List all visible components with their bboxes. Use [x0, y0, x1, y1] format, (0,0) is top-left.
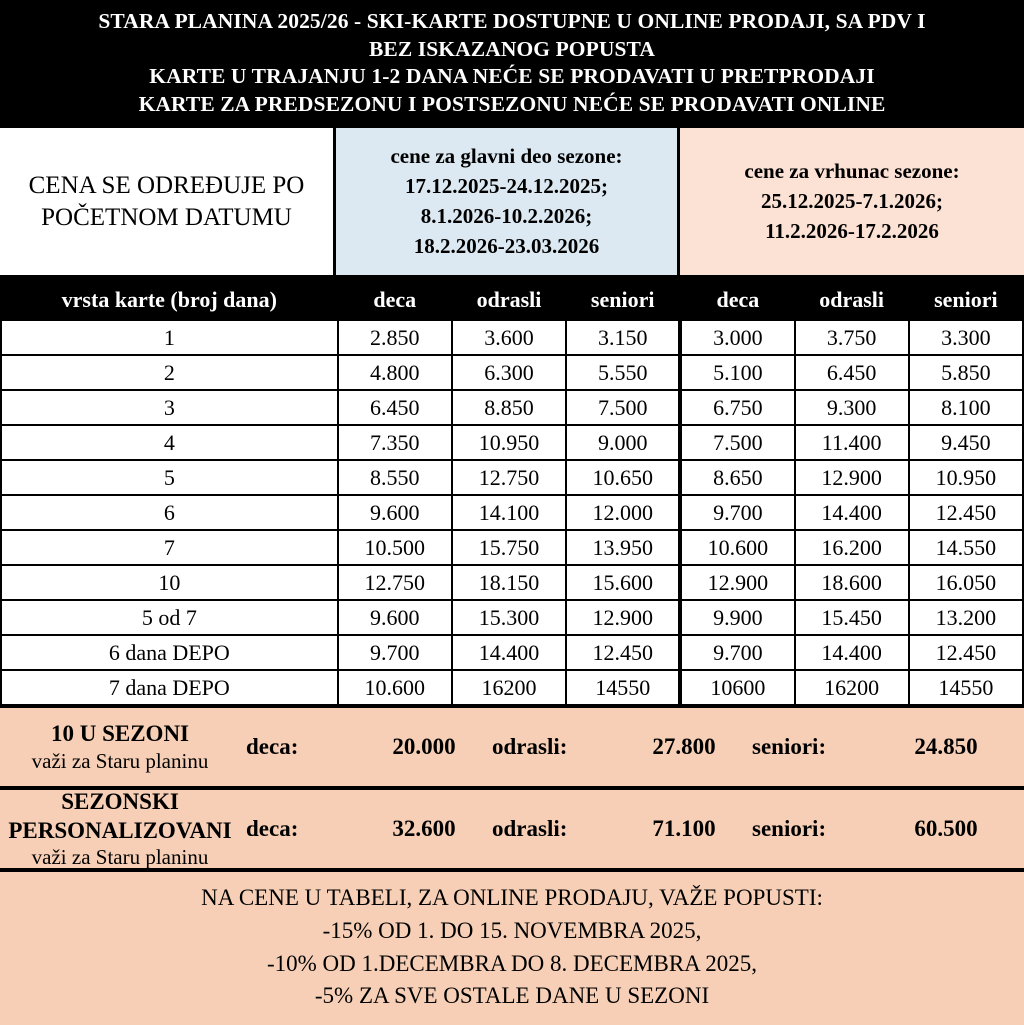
- cell-price: 8.850: [452, 390, 566, 425]
- promo-1-label-kids: deca:: [246, 734, 299, 760]
- promo-1-label-seniors: seniori:: [752, 734, 827, 760]
- promo-2-value-adults: 71.100: [652, 816, 716, 842]
- cell-price: 5.550: [566, 355, 680, 390]
- cell-price: 12.450: [909, 495, 1023, 530]
- cell-price: 12.750: [338, 565, 452, 600]
- cell-price: 10.500: [338, 530, 452, 565]
- cell-price: 8.100: [909, 390, 1023, 425]
- table-row: [1, 320, 1023, 355]
- peak-season-period-2: 11.2.2026-17.2.2026: [765, 218, 939, 243]
- cell-price: 9.600: [338, 495, 452, 530]
- column-header-peak-seniors: seniori: [909, 280, 1023, 320]
- banner-line-1: STARA PLANINA 2025/26 - SKI-KARTE DOSTUPNE U ONLINE PRODAJI, SA PDV I: [98, 9, 926, 33]
- promo-row-sezonski-personalizovani: [0, 790, 1024, 872]
- promo-values-1: [240, 734, 1024, 760]
- cell-price: 14.400: [795, 635, 909, 670]
- cell-price: 12.450: [566, 635, 680, 670]
- promo-2-value-seniors: 60.500: [914, 816, 978, 842]
- cell-price: 10600: [680, 670, 794, 706]
- cell-price: 3.000: [680, 320, 794, 355]
- price-rule-note-line-2: POČETNOM DATUMU: [41, 203, 292, 231]
- cell-ticket-type: 3: [1, 390, 338, 425]
- cell-price: 9.450: [909, 425, 1023, 460]
- main-season-period-1: 17.12.2025-24.12.2025;: [405, 173, 608, 198]
- cell-price: 4.800: [338, 355, 452, 390]
- promo-2-label-adults: odrasli:: [492, 816, 568, 842]
- table-row: [1, 425, 1023, 460]
- peak-season-title: cene za vrhunac sezone:: [744, 158, 960, 183]
- promo-title-1-sub: važi za Staru planinu: [31, 748, 209, 773]
- cell-price: 12.900: [566, 600, 680, 635]
- cell-price: 12.900: [795, 460, 909, 495]
- cell-ticket-type: 2: [1, 355, 338, 390]
- cell-price: 7.350: [338, 425, 452, 460]
- discount-footer-line-3: -10% OD 1.DECEMBRA DO 8. DECEMBRA 2025,: [266, 950, 758, 976]
- cell-price: 7.500: [566, 390, 680, 425]
- cell-price: 16200: [452, 670, 566, 706]
- cell-price: 12.750: [452, 460, 566, 495]
- cell-price: 6.750: [680, 390, 794, 425]
- cell-price: 16200: [795, 670, 909, 706]
- cell-ticket-type: 4: [1, 425, 338, 460]
- promo-2-label-seniors: seniori:: [752, 816, 827, 842]
- table-row: [1, 355, 1023, 390]
- table-header-row: [1, 280, 1023, 320]
- banner-line-4: KARTE ZA PREDSEZONU I POSTSEZONU NEĆE SE PRODAVATI ONLINE: [138, 91, 886, 116]
- promo-1-value-seniors: 24.850: [914, 734, 978, 760]
- cell-ticket-type: 5: [1, 460, 338, 495]
- cell-price: 9.700: [338, 635, 452, 670]
- cell-price: 14550: [566, 670, 680, 706]
- cell-price: 10.950: [452, 425, 566, 460]
- cell-price: 3.600: [452, 320, 566, 355]
- column-header-peak-kids: deca: [680, 280, 794, 320]
- cell-price: 16.200: [795, 530, 909, 565]
- column-header-main-seniors: seniori: [566, 280, 680, 320]
- cell-price: 13.950: [566, 530, 680, 565]
- table-row: [1, 390, 1023, 425]
- promo-1-label-adults: odrasli:: [492, 734, 568, 760]
- cell-price: 5.850: [909, 355, 1023, 390]
- banner-line-2: BEZ ISKAZANOG POPUSTA: [368, 36, 656, 61]
- cell-ticket-type: 6 dana DEPO: [1, 635, 338, 670]
- cell-ticket-type: 6: [1, 495, 338, 530]
- cell-price: 10.950: [909, 460, 1023, 495]
- cell-price: 3.150: [566, 320, 680, 355]
- column-header-main-adults: odrasli: [452, 280, 566, 320]
- cell-price: 9.700: [680, 495, 794, 530]
- cell-price: 2.850: [338, 320, 452, 355]
- cell-price: 11.400: [795, 425, 909, 460]
- cell-price: 18.150: [452, 565, 566, 600]
- table-row: [1, 565, 1023, 600]
- cell-price: 15.450: [795, 600, 909, 635]
- column-header-main-kids: deca: [338, 280, 452, 320]
- table-body: [1, 320, 1023, 706]
- document-title-banner: [0, 0, 1024, 128]
- table-row: [1, 635, 1023, 670]
- promo-1-value-kids: 20.000: [392, 734, 456, 760]
- cell-price: 6.450: [338, 390, 452, 425]
- promo-title-1-main: 10 U SEZONI: [50, 721, 190, 747]
- cell-price: 15.300: [452, 600, 566, 635]
- cell-ticket-type: 10: [1, 565, 338, 600]
- promo-title-1: [0, 714, 240, 780]
- cell-price: 3.750: [795, 320, 909, 355]
- promo-title-2-sub: važi za Staru planinu: [31, 844, 209, 869]
- cell-price: 14.400: [795, 495, 909, 530]
- cell-price: 9.700: [680, 635, 794, 670]
- cell-ticket-type: 5 od 7: [1, 600, 338, 635]
- cell-price: 14550: [909, 670, 1023, 706]
- season-header-band: [0, 128, 1024, 279]
- cell-price: 9.900: [680, 600, 794, 635]
- main-season-period-2: 8.1.2026-10.2.2026;: [420, 203, 593, 228]
- promo-2-label-kids: deca:: [246, 816, 299, 842]
- cell-price: 6.300: [452, 355, 566, 390]
- ski-pass-price-table: [0, 279, 1024, 708]
- cell-price: 7.500: [680, 425, 794, 460]
- peak-season-period-1: 25.12.2025-7.1.2026;: [761, 188, 943, 213]
- cell-price: 15.600: [566, 565, 680, 600]
- peak-season-header: [680, 128, 1024, 275]
- cell-price: 9.300: [795, 390, 909, 425]
- promo-2-value-kids: 32.600: [392, 816, 456, 842]
- discount-footer-line-2: -15% OD 1. DO 15. NOVEMBRA 2025,: [322, 917, 702, 943]
- cell-price: 13.200: [909, 600, 1023, 635]
- cell-price: 15.750: [452, 530, 566, 565]
- main-season-period-3: 18.2.2026-23.03.2026: [413, 233, 600, 258]
- discount-footer: [0, 872, 1024, 1025]
- cell-price: 18.600: [795, 565, 909, 600]
- discount-footer-line-1: NA CENE U TABELI, ZA ONLINE PRODAJU, VAŽE POPUSTI:: [201, 885, 823, 911]
- promo-title-2-main: SEZONSKI: [61, 789, 179, 815]
- cell-price: 14.400: [452, 635, 566, 670]
- cell-price: 12.000: [566, 495, 680, 530]
- promo-title-2-main-b: PERSONALIZOVANI: [8, 817, 232, 843]
- cell-price: 16.050: [909, 565, 1023, 600]
- main-season-title: cene za glavni deo sezone:: [390, 144, 623, 169]
- promo-1-value-adults: 27.800: [652, 734, 716, 760]
- cell-price: 10.600: [680, 530, 794, 565]
- cell-price: 14.550: [909, 530, 1023, 565]
- cell-price: 5.100: [680, 355, 794, 390]
- cell-price: 6.450: [795, 355, 909, 390]
- cell-price: 9.000: [566, 425, 680, 460]
- cell-price: 10.650: [566, 460, 680, 495]
- main-season-header: [336, 128, 680, 275]
- promo-values-2: [240, 816, 1024, 842]
- promo-row-10-u-sezoni: [0, 708, 1024, 790]
- cell-price: 14.100: [452, 495, 566, 530]
- table-row: [1, 600, 1023, 635]
- cell-price: 10.600: [338, 670, 452, 706]
- column-header-peak-adults: odrasli: [795, 280, 909, 320]
- table-row: [1, 495, 1023, 530]
- discount-footer-line-4: -5% ZA SVE OSTALE DANE U SEZONI: [314, 983, 710, 1009]
- column-header-ticket-type: vrsta karte (broj dana): [1, 280, 338, 320]
- cell-ticket-type: 1: [1, 320, 338, 355]
- price-rule-note-line-1: CENA SE ODREĐUJE PO: [28, 172, 305, 200]
- cell-price: 9.600: [338, 600, 452, 635]
- cell-price: 8.550: [338, 460, 452, 495]
- table-row: [1, 460, 1023, 495]
- price-rule-note: [0, 128, 336, 275]
- cell-price: 3.300: [909, 320, 1023, 355]
- cell-ticket-type: 7 dana DEPO: [1, 670, 338, 706]
- cell-price: 12.900: [680, 565, 794, 600]
- banner-line-3: KARTE U TRAJANJU 1-2 DANA NEĆE SE PRODAVATI U PRETPRODAJI: [149, 64, 875, 89]
- table-row: [1, 530, 1023, 565]
- cell-price: 8.650: [680, 460, 794, 495]
- promo-title-2: [0, 782, 240, 876]
- cell-ticket-type: 7: [1, 530, 338, 565]
- cell-price: 12.450: [909, 635, 1023, 670]
- table-row: [1, 670, 1023, 706]
